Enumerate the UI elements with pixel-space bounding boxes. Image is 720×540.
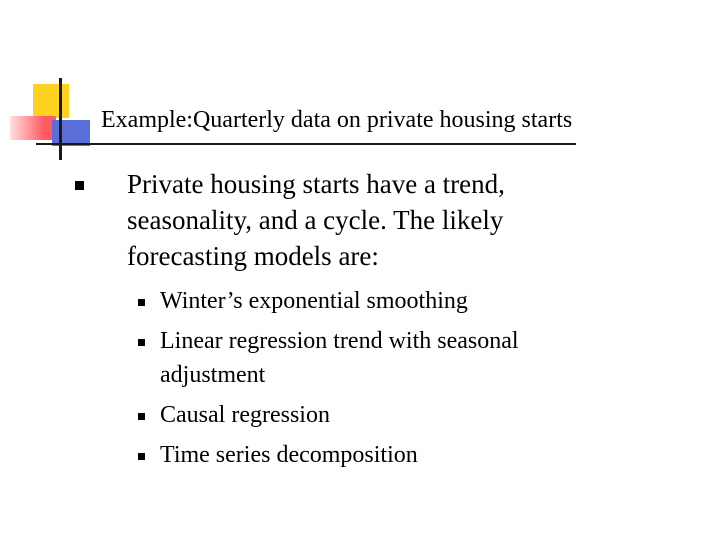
sub-bullet-item [127,284,580,318]
square-bullet-icon [138,339,145,346]
bullet-list [74,166,674,478]
title-underline-rule [36,143,576,145]
sub-bullet-text: Time series decomposition [160,442,418,468]
sub-bullet-list [127,284,674,472]
logo-highlight [8,116,60,140]
square-bullet-icon [138,413,145,420]
square-bullet-icon [75,181,84,190]
sub-bullet-text: Winter’s exponential smoothing [160,288,468,314]
slide-title: Example:Quarterly data on private housing starts [101,107,573,133]
logo-vertical-rule [59,78,62,160]
square-bullet-icon [138,453,145,460]
sub-bullet-text: Causal regression [160,402,330,428]
sub-bullet-item [127,398,580,432]
sub-bullet-text: Linear regression trend with seasonal adjustment [160,328,519,388]
main-bullet-item [74,166,597,274]
main-bullet-text: Private housing starts have a trend, seasonality, and a cycle. The likely forecasting models are: [127,169,505,271]
sub-bullet-item [127,438,580,472]
logo-yellow-square [33,84,69,118]
logo-decoration [0,0,110,170]
sub-bullet-item [127,324,580,392]
square-bullet-icon [138,299,145,306]
